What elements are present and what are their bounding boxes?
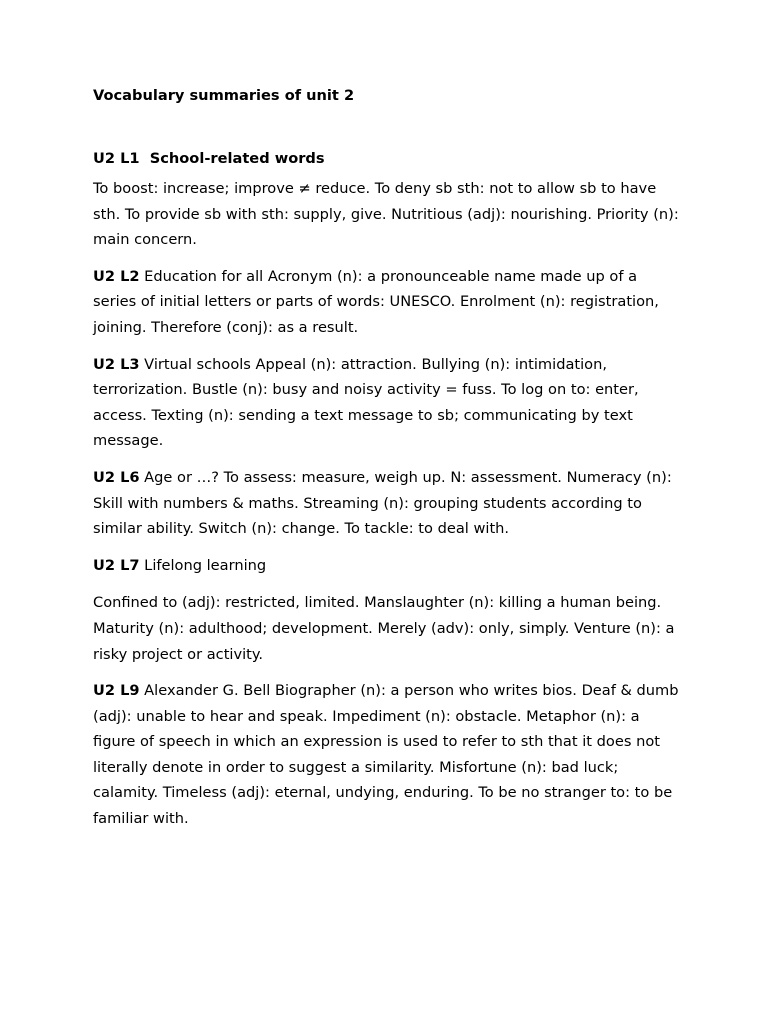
section-u2-l6	[93, 465, 683, 542]
lesson-code: U2 L2	[93, 267, 140, 285]
section-paragraph	[93, 465, 683, 542]
lesson-code: U2 L9	[93, 682, 140, 700]
section-body: Education for all Acronym (n): a pronounceable name made up of a series of initial letters or parts of words: UNESCO. Enrolment (n): registration, joining. Therefore (conj): as a result.	[93, 267, 659, 336]
section-body: To boost: increase; improve ≠ reduce. To deny sb sth: not to allow sb to have sth. To provide sb with sth: supply, give. Nutritious (adj): nourishing. Priority (n): main concern.	[93, 180, 679, 249]
document-title: Vocabulary summaries of unit 2	[93, 87, 355, 104]
section-body: Virtual schools Appeal (n): attraction. Bullying (n): intimidation, terrorization. Bustle (n): busy and noisy activity = fuss. To log on to: enter, access. Texting (n): sending a text message to sb; communicating by text message.	[93, 355, 639, 450]
section-u2-l2	[93, 264, 683, 341]
section-body: Age or …? To assess: measure, weigh up. N: assessment. Numeracy (n): Skill with numbers & maths. Streaming (n): grouping students according to similar ability. Switch (n): change. To tackle: to deal with.	[93, 468, 672, 538]
lesson-topic: School-related words	[149, 150, 325, 167]
section-body: Confined to (adj): restricted, limited. Manslaughter (n): killing a human being. Maturity (n): adulthood; development. Merely (adv): only, simply. Venture (n): a risky project or activity.	[93, 594, 675, 663]
lesson-code: U2 L6	[93, 468, 140, 486]
section-u2-l7	[93, 553, 683, 667]
lesson-code: U2 L3	[93, 355, 140, 373]
section-u2-l9	[93, 678, 683, 832]
section-heading	[93, 553, 683, 579]
section-u2-l3	[93, 352, 683, 454]
section-body: Alexander G. Bell Biographer (n): a person who writes bios. Deaf & dumb (adj): unable to hear and speak. Impediment (n): obstacle. Metaphor (n): a figure of speech in which an expression is used to refer to sth that it does not literally denote in order to suggest a similarity. Misfortune (n): bad luck; calamity. Timeless (adj): eternal, undying, enduring. To be no stranger to: to be familiar with.	[93, 682, 679, 828]
lesson-code: U2 L7	[93, 556, 140, 574]
lesson-code: U2 L1	[93, 150, 140, 167]
document-page	[93, 86, 683, 843]
section-heading	[93, 148, 683, 170]
section-paragraph	[93, 352, 683, 454]
lesson-topic: Lifelong learning	[139, 556, 267, 574]
section-u2-l1	[93, 148, 683, 253]
section-paragraph	[93, 678, 683, 832]
section-paragraph	[93, 264, 683, 341]
